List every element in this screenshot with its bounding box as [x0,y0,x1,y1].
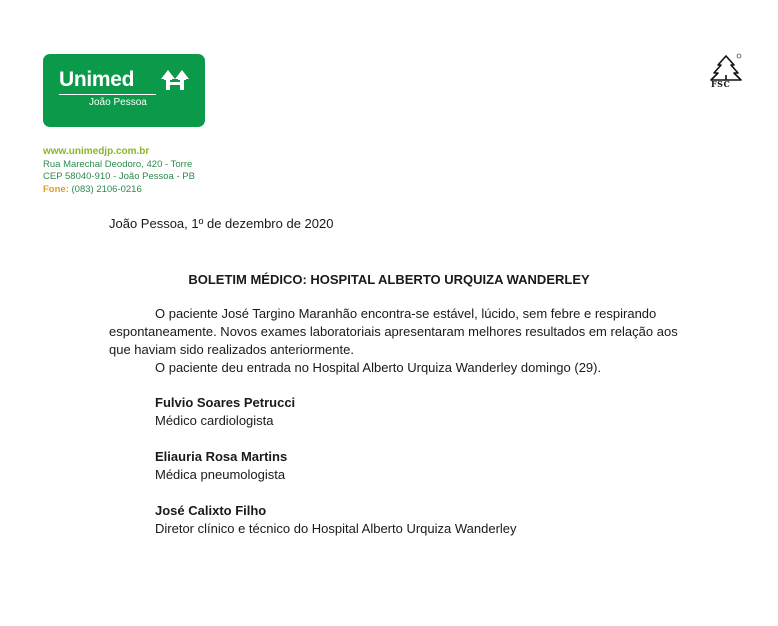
signatory-1 [155,394,295,430]
signatory-3 [155,502,517,538]
logo-divider [59,94,156,95]
letterhead-contact [43,146,195,196]
unimed-logo [43,54,205,127]
signatory-2 [155,448,287,484]
signatory-name: Eliauria Rosa Martins [155,449,288,464]
address-line-2: CEP 58040-910 - João Pessoa - PB [43,171,195,182]
signatory-role: Diretor clínico e técnico do Hospital Alberto Urquiza Wanderley [155,521,517,536]
fsc-label: FSC [711,79,731,89]
unimed-tree-icon [161,70,189,90]
paragraph-2: O paciente deu entrada no Hospital Alberto Urquiza Wanderley domingo (29). [155,360,602,375]
signatory-name: Fulvio Soares Petrucci [155,395,296,410]
logo-brand-text: Unimed [59,68,135,91]
phone-number: (083) 2106-0216 [71,183,142,195]
website-link[interactable]: www.unimedjp.com.br [43,146,150,157]
phone-label: Fone: [43,183,69,195]
logo-city-text: João Pessoa [89,97,147,108]
document-title: BOLETIM MÉDICO: HOSPITAL ALBERTO URQUIZA WANDERLEY [188,272,590,287]
signatory-role: Médico cardiologista [155,413,274,428]
document-date: João Pessoa, 1º de dezembro de 2020 [109,216,334,231]
address-line-1: Rua Marechal Deodoro, 420 - Torre [43,158,193,170]
signatory-role: Médica pneumologista [155,467,286,482]
paragraph-1: O paciente José Targino Maranhão encontra-se estável, lúcido, sem febre e respirando espontaneamente. Novos exames laboratoriais apresentaram melhores resultados em relação aos que haviam sido realizados anteriormente. [109,306,678,357]
phone-line [43,184,195,197]
signatory-name: José Calixto Filho [155,503,267,518]
